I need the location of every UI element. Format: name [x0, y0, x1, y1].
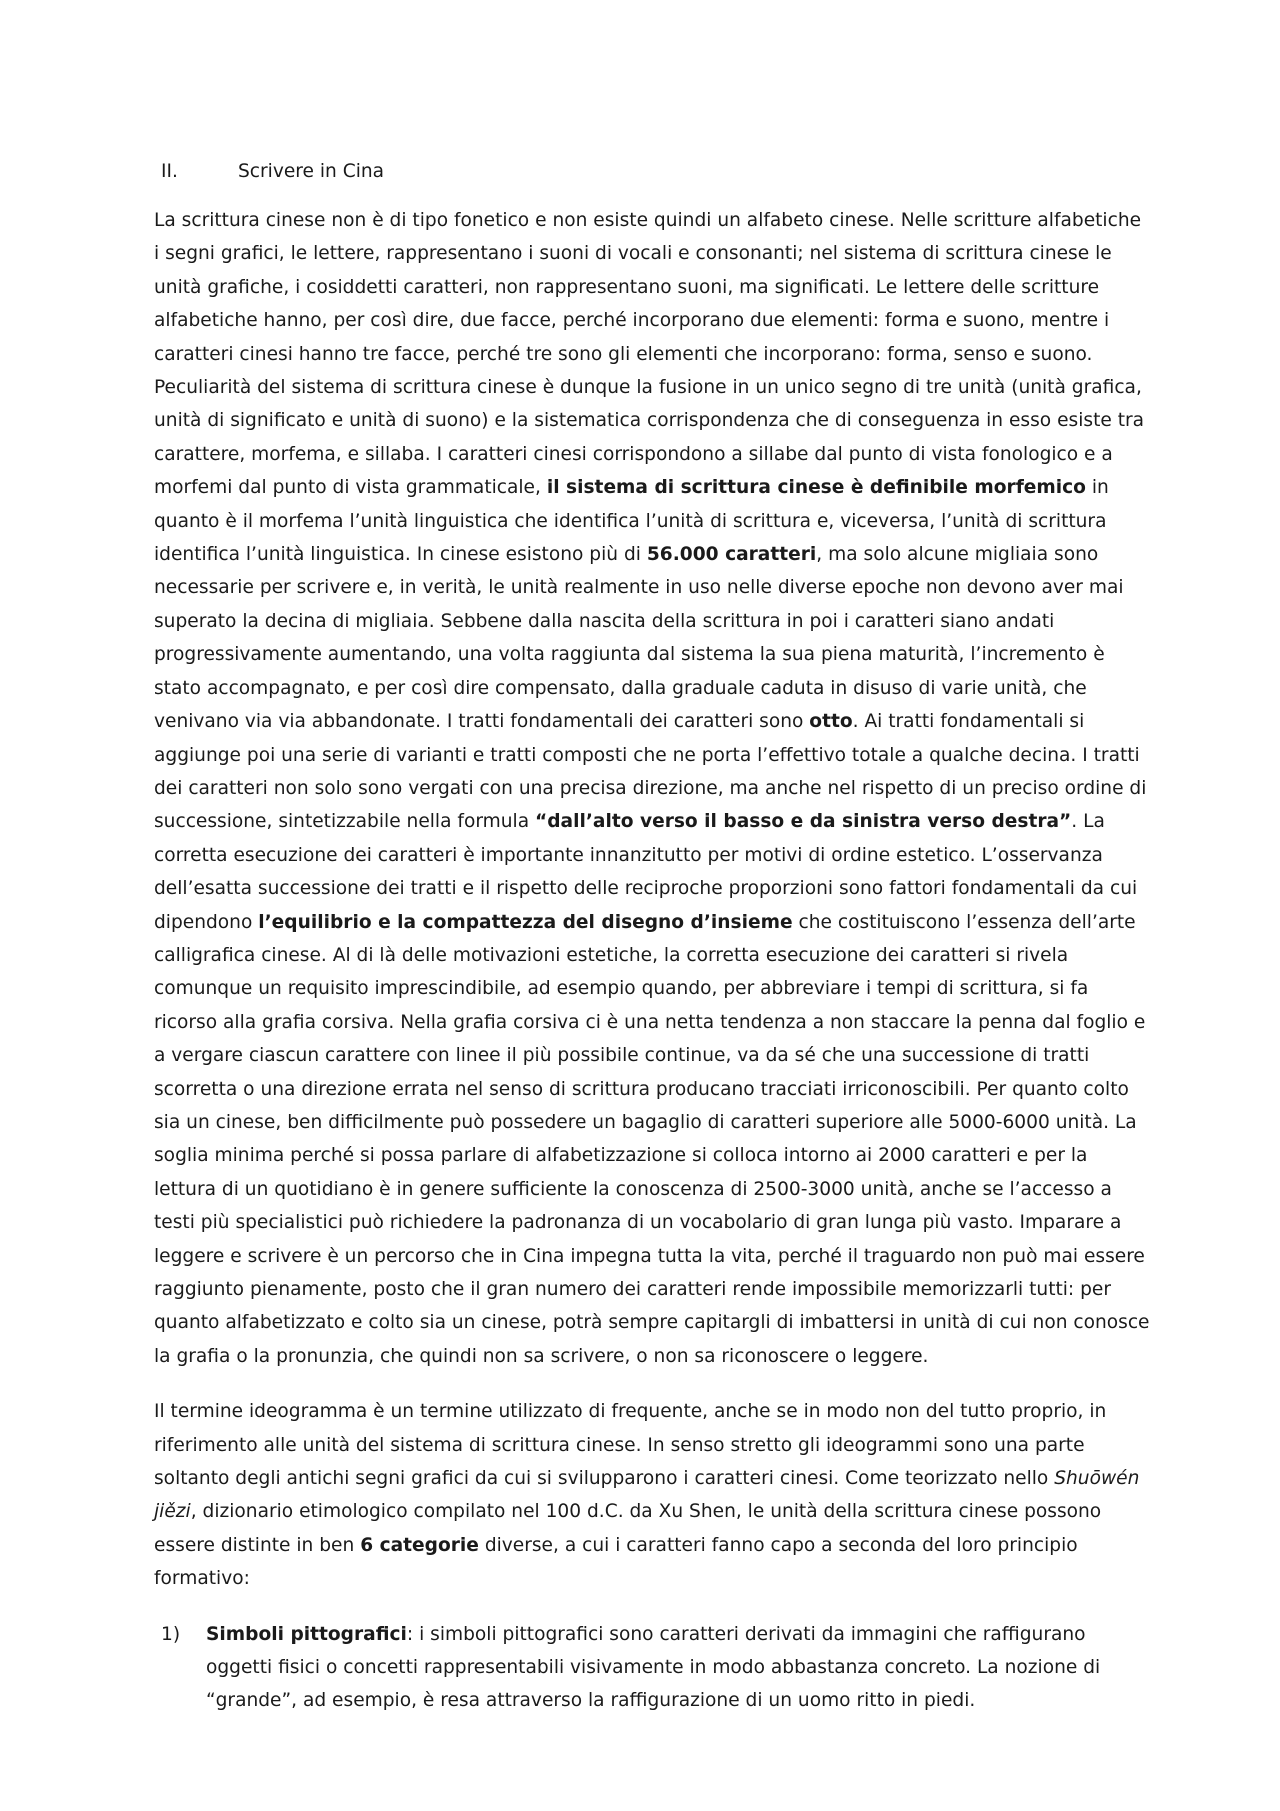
bold-simboli-pittografici: Simboli pittografici	[206, 1623, 407, 1645]
section-title: Scrivere in Cina	[238, 161, 385, 182]
section-heading	[161, 155, 1152, 188]
italic-shuowen: Shuōwén jiězi	[154, 1468, 1140, 1523]
bold-equilibrio: l’equilibrio e la compattezza del disegno d’insieme	[258, 911, 793, 933]
bold-caratteri-count: 56.000 caratteri	[646, 544, 817, 566]
bold-otto: otto	[809, 711, 853, 733]
list-content	[206, 1618, 1152, 1718]
bold-morfemico: il sistema di scrittura cinese è definibile morfemico	[546, 477, 1086, 499]
paragraph-scrittura	[154, 204, 1152, 1373]
section-number: II.	[161, 161, 178, 182]
text-run: : i simboli pittografici sono caratteri derivati da immagini che raffigurano oggetti fisici o concetti rappresentabili visivamente in modo abbastanza concreto. La nozione di “grande”, ad esempio, è resa attraverso la raffigurazione di un uomo ritto in piedi.	[206, 1623, 1101, 1712]
text-run: Il termine ideogramma è un termine utilizzato di frequente, anche se in modo non del tutto proprio, in riferimento alle unità del sistema di scrittura cinese. In senso stretto gli ideogrammi sono una parte soltanto degli antichi segni grafici da cui si svilupparono i caratteri cinesi. Come teorizzato nello	[154, 1401, 1107, 1490]
bold-categorie: 6 categorie	[360, 1534, 479, 1556]
text-run: che costituiscono l’essenza dell’arte calligrafica cinese. Al di là delle motivazioni estetiche, la corretta esecuzione dei caratteri si rivela comunque un requisito imprescindibile, ad esempio quando, per abbreviare i tempi di scrittura, si fa ricorso alla grafia corsiva. Nella grafia corsiva ci è una netta tendenza a non staccare la penna dal foglio e a vergare ciascun carattere con linee il più possibile continue, va da sé che una successione di tratti scorretta o una direzione errata nel senso di scrittura producano tracciati irriconoscibili. Per quanto colto sia un cinese, ben difficilmente può possedere un bagaglio di caratteri superiore alle 5000-6000 unità. La soglia minima perché si possa parlare di alfabetizzazione si colloca intorno ai 2000 caratteri e per la lettura di un quotidiano è in genere sufficiente la conoscenza di 2500-3000 unità, anche se l’accesso a testi più specialistici può richiedere la padronanza di un vocabolario di gran lunga più vasto. Imparare a leggere e scrivere è un percorso che in Cina impegna tutta la vita, perché il traguardo non può mai essere raggiunto pienamente, posto che il gran numero dei caratteri rende impossibile memorizzarli tutti: per quanto alfabetizzato e colto sia un cinese, potrà sempre capitargli di imbattersi in unità di cui non conosce la grafia o la pronunzia, che quindi non sa scrivere, o non sa riconoscere o leggere.	[154, 911, 1150, 1367]
list-marker: 1)	[161, 1623, 181, 1645]
paragraph-ideogramma	[154, 1395, 1152, 1595]
text-run: , ma solo alcune migliaia sono necessarie per scrivere e, in verità, le unità realmente in uso nelle diverse epoche non devono aver mai superato la decina di migliaia. Sebbene dalla nascita della scrittura in poi i caratteri siano andati progressivamente aumentando, una volta raggiunta dal sistema la sua piena maturità, l’incremento è stato accompagnato, e per così dire compensato, dalla graduale caduta in disuso di varie unità, che venivano via via abbandonate. I tratti fondamentali dei caratteri sono	[154, 544, 1124, 733]
text-run: . La corretta esecuzione dei caratteri è importante innanzitutto per motivi di ordine estetico. L’osservanza dell’esatta successione dei tratti e il rispetto delle reciproche proporzioni sono fattori fondamentali da cui dipendono	[154, 811, 1138, 933]
text-run: . Ai tratti fondamentali si aggiunge poi una serie di varianti e tratti composti che ne porta l’effettivo totale a qualche decina. I tratti dei caratteri non solo sono vergati con una precisa direzione, ma anche nel rispetto di un preciso ordine di successione, sintetizzabile nella formula	[154, 711, 1147, 833]
text-run: in quanto è il morfema l’unità linguistica che identifica l’unità di scrittura e, viceversa, l’unità di scrittura identifica l’unità linguistica. In cinese esistono più di	[154, 477, 1109, 566]
list-item	[154, 1618, 1152, 1718]
text-run: diverse, a cui i caratteri fanno capo a seconda del loro principio formativo:	[154, 1534, 1078, 1590]
text-run: , dizionario etimologico compilato nel 100 d.C. da Xu Shen, le unità della scrittura cinese possono essere distinte in ben	[154, 1501, 1102, 1556]
text-run: La scrittura cinese non è di tipo fonetico e non esiste quindi un alfabeto cinese. Nelle scritture alfabetiche i segni grafici, le lettere, rappresentano i suoni di vocali e consonanti; nel sistema di scrittura cinese le unità grafiche, i cosiddetti caratteri, non rappresentano suoni, ma significati. Le lettere delle scritture alfabetiche hanno, per così dire, due facce, perché incorporano due elementi: forma e suono, mentre i caratteri cinesi hanno tre facce, perché tre sono gli elementi che incorporano: forma, senso e suono. Peculiarità del sistema di scrittura cinese è dunque la fusione in un unico segno di tre unità (unità grafica, unità di significato e unità di suono) e la sistematica corrispondenza che di conseguenza in esso esiste tra carattere, morfema, e sillaba. I caratteri cinesi corrispondono a sillabe dal punto di vista fonologico e a morfemi dal punto di vista grammaticale,	[154, 210, 1145, 499]
bold-formula: “dall’alto verso il basso e da sinistra verso destra”	[535, 811, 1072, 833]
